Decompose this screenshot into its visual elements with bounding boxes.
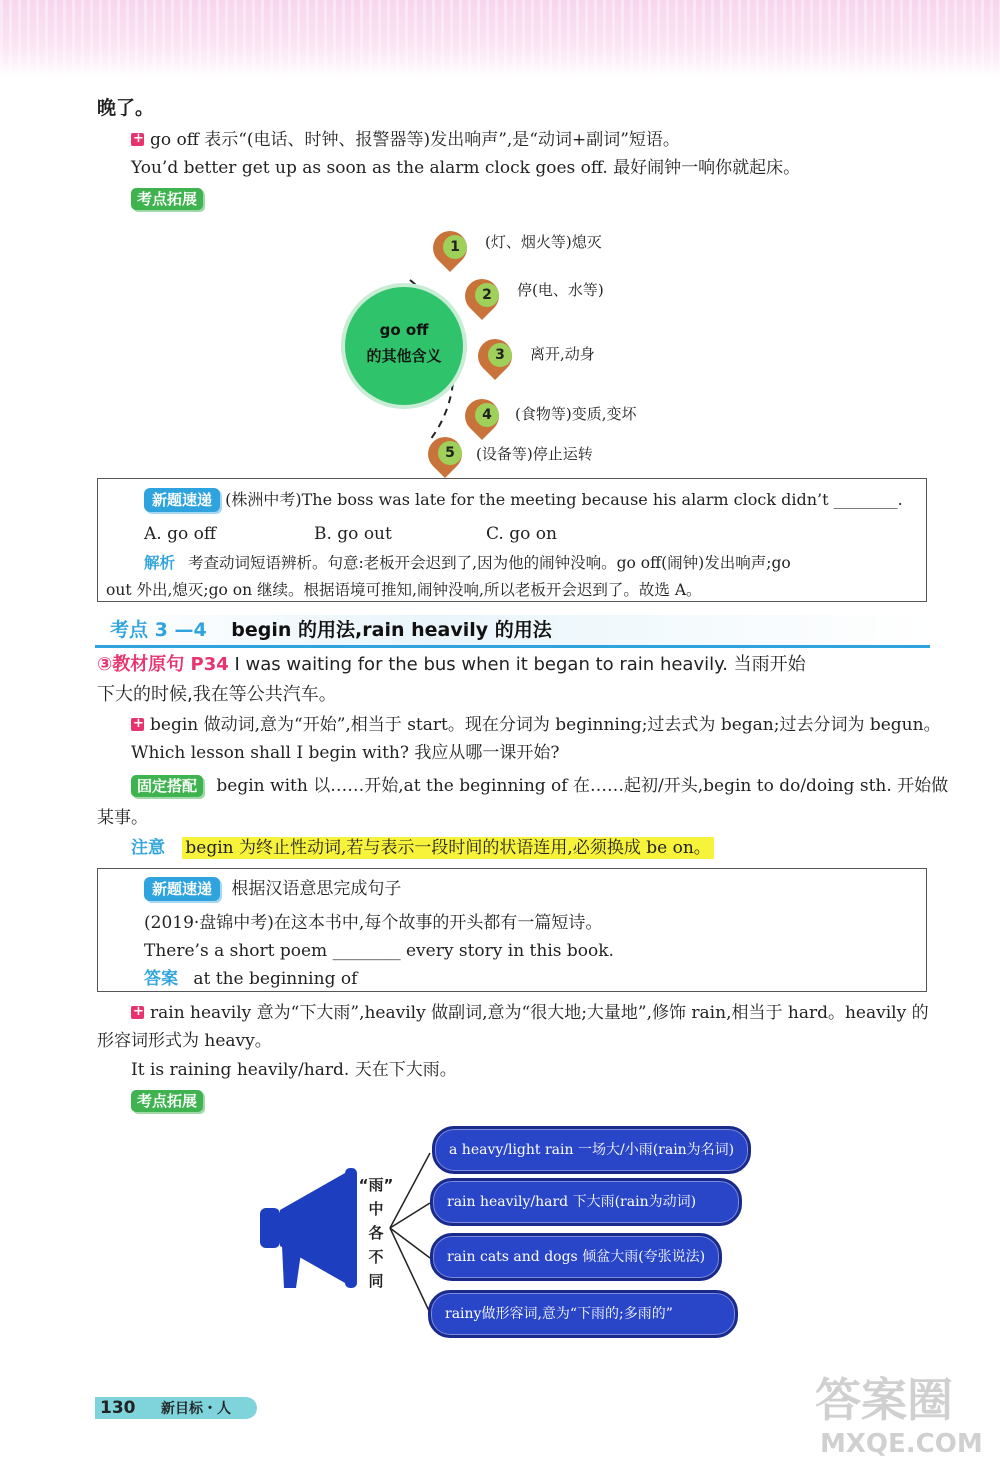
- option-a: A. go off: [144, 524, 216, 544]
- watermark-url: MXQE.COM: [820, 1429, 983, 1459]
- example-begin: Which lesson shall I begin with? 我应从哪一课开始?: [131, 743, 560, 763]
- exercise-1-analysis: 解析 考查动词短语辨析。句意:老板开会迟到了,因为他的闹钟没响。go off(闹钟)发出响声;go: [144, 554, 791, 572]
- original-sentence-cont: 下大的时候,我在等公共汽车。: [97, 684, 337, 705]
- original-sentence-label: ③教材原句 P34: [97, 654, 229, 675]
- note-go-off: +go off 表示“(电话、时钟、报警器等)发出响声”,是“动词+副词”短语。: [131, 128, 680, 152]
- new-question-tag: 新题速递: [144, 877, 220, 901]
- exercise-box-2: [97, 868, 927, 992]
- rain-usage-diagram: [250, 1118, 770, 1348]
- attention-note: [131, 836, 714, 860]
- diagram-vertical-title: “雨” 中 各 不 同: [358, 1176, 394, 1290]
- original-sentence: ③教材原句 P34 I was waiting for the bus when it began to rain heavily. 当雨开始: [97, 654, 806, 675]
- note-begin: +begin 做动词,意为“开始”,相当于 start。现在分词为 beginning;过去式为 began;过去分词为 begun。: [131, 713, 941, 737]
- fixed-collocation-cont: 某事。: [97, 808, 148, 828]
- tag-exam-point-expansion: 考点拓展: [131, 188, 203, 210]
- section-number: 考点 3 —4: [110, 619, 207, 641]
- note-rain-heavily: +rain heavily 意为“下大雨”,heavily 做副词,意为“很大地;大量地”,修饰 rain,相当于 hard。heavily 的: [131, 1001, 929, 1025]
- plus-icon: [131, 718, 144, 731]
- fixed-collocation: 固定搭配 begin with 以……开始,at the beginning of 在……起初/开头,begin to do/doing sth. 开始做: [131, 774, 948, 798]
- exercise-1-question: (株洲中考)The boss was late for the meeting because his alarm clock didn’t ________.: [225, 490, 903, 509]
- book-title: 新目标・人: [161, 1401, 231, 1417]
- rain-bubble-4: rainy做形容词,意为“下雨的;多雨的”: [428, 1290, 738, 1338]
- exercise-1-analysis-cont: out 外出,熄灭;go on 继续。根据语境可推知,闹钟没响,所以老板开会迟到了。故选 A。: [106, 581, 702, 599]
- section-header: [110, 617, 552, 643]
- plus-icon: [131, 1006, 144, 1019]
- section-title: begin 的用法,rain heavily 的用法: [231, 619, 552, 641]
- analysis-label: 解析: [144, 554, 176, 572]
- new-question-tag: 新题速递: [144, 488, 220, 512]
- note-rain-heavily-cont: 形容词形式为 heavy。: [97, 1031, 272, 1051]
- exercise-2-question-en: There’s a short poem ________ every story in this book.: [144, 941, 614, 961]
- attention-label: 注意: [131, 838, 165, 858]
- watermark-logo: 答案圈: [815, 1373, 953, 1427]
- rain-bubble-2: rain heavily/hard 下大雨(rain为动词): [430, 1178, 742, 1226]
- tag-fixed-collocation: 固定搭配: [131, 775, 203, 797]
- option-c: C. go on: [486, 524, 557, 544]
- option-b: B. go out: [314, 524, 392, 544]
- example-go-off: You’d better get up as soon as the alarm clock goes off. 最好闹钟一响你就起床。: [131, 158, 801, 178]
- tag-exam-point-expansion-2: 考点拓展: [131, 1090, 203, 1112]
- rain-bubble-1: a heavy/light rain 一场大/小雨(rain为名词): [432, 1126, 751, 1174]
- exercise-2-instruction-line: 新题速递 根据汉语意思完成句子: [144, 877, 401, 901]
- attention-text: begin 为终止性动词,若与表示一段时间的状语连用,必须换成 be on。: [182, 837, 713, 859]
- rain-bubble-3: rain cats and dogs 倾盆大雨(夸张说法): [430, 1233, 722, 1281]
- page-number: 130: [100, 1398, 136, 1418]
- continued-text: 晚了。: [97, 97, 155, 119]
- exercise-1-question-line: [144, 488, 903, 512]
- center-label: go off 的其他含义: [366, 321, 442, 365]
- exercise-box-1: [97, 478, 927, 602]
- plus-icon: [131, 133, 144, 146]
- answer-label: 答案: [144, 969, 178, 989]
- exercise-2-answer: 答案 at the beginning of: [144, 969, 358, 989]
- decorative-top-band: [0, 0, 1000, 78]
- go-off-meanings-diagram: go off 的其他含义 1 (灯、烟火等)熄灭 2 停(电、水等) 3 离开,动身 4 (食物等)变质,变坏 5 (设备等)停止运转: [330, 225, 750, 475]
- example-rain: It is raining heavily/hard. 天在下大雨。: [131, 1060, 457, 1080]
- exercise-2-question-cn: (2019·盘锦中考)在这本书中,每个故事的开头都有一篇短诗。: [144, 913, 603, 933]
